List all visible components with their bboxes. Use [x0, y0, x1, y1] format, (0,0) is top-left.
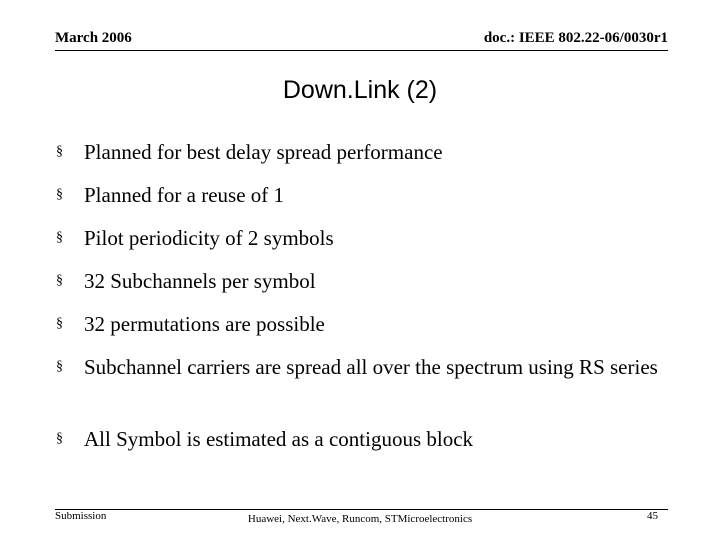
footer-submission: Submission: [55, 510, 107, 522]
slide-title: Down.Link (2): [282, 76, 438, 104]
bullet-marker: §: [56, 273, 63, 288]
bullet-marker: §: [56, 230, 63, 245]
bullet-text: Pilot periodicity of 2 symbols: [84, 226, 334, 250]
bullet-text: Subchannel carriers are spread all over the spectrum using RS series: [84, 355, 658, 379]
bullet-item: [56, 267, 676, 295]
bullet-item: [56, 224, 676, 252]
bullet-item: [56, 310, 676, 338]
bullet-marker: §: [56, 144, 63, 159]
bullet-marker: §: [56, 359, 63, 374]
bullet-marker: §: [56, 187, 63, 202]
bullet-item: [56, 138, 676, 166]
bullet-text: Planned for best delay spread performance: [84, 140, 443, 164]
header-rule: [55, 50, 668, 51]
bullet-text: 32 permutations are possible: [84, 312, 325, 336]
bullet-text: 32 Subchannels per symbol: [84, 269, 316, 293]
bullet-item: [56, 353, 676, 381]
bullet-marker: §: [56, 431, 63, 446]
footer-authors: Huawei, Next.Wave, Runcom, STMicroelectronics: [247, 513, 473, 525]
header-doc-id: doc.: IEEE 802.22-06/0030r1: [483, 30, 668, 46]
bullet-item: [56, 181, 676, 209]
bullet-text: All Symbol is estimated as a contiguous block: [84, 427, 474, 451]
footer-rule: [55, 509, 668, 510]
header-date: March 2006: [55, 30, 132, 46]
bullet-text: Planned for a reuse of 1: [84, 183, 285, 207]
bullet-item: [56, 425, 676, 453]
bullet-marker: §: [56, 316, 63, 331]
page-number: 45: [647, 510, 658, 522]
